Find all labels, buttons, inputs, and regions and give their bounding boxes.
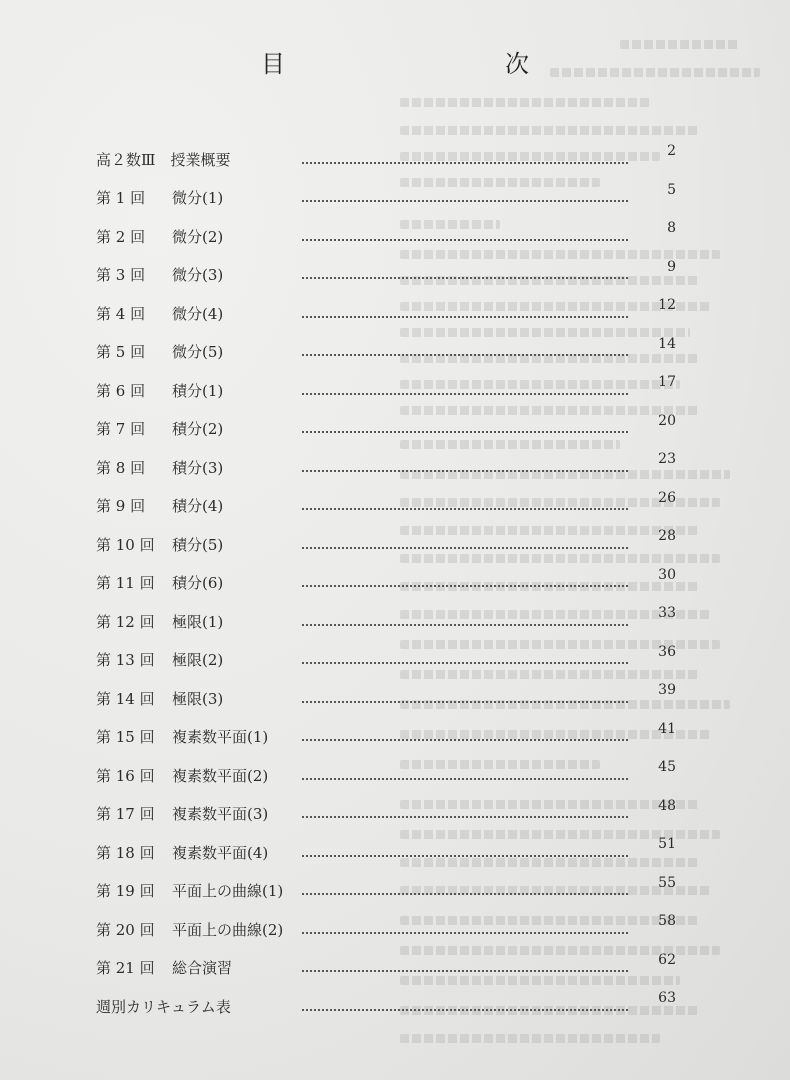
toc-entry-number: 第 19 回 xyxy=(96,882,155,901)
toc-entry-page: 8 xyxy=(667,220,676,237)
toc-entry-page: 58 xyxy=(658,913,676,930)
table-of-contents xyxy=(96,140,676,1026)
toc-entry-label: 複素数平面(3) xyxy=(172,805,269,824)
toc-entry-number: 第 9 回 xyxy=(96,497,146,516)
dot-leader xyxy=(302,507,628,510)
toc-entry-label: 微分(5) xyxy=(172,343,224,362)
toc-entry-page: 23 xyxy=(658,451,676,468)
toc-entry xyxy=(96,525,676,564)
dot-leader xyxy=(302,315,628,318)
toc-entry-label: 微分(1) xyxy=(172,189,224,208)
toc-entry-label: 平面上の曲線(1) xyxy=(172,882,284,901)
toc-entry-label: 総合演習 xyxy=(172,959,233,978)
toc-entry-number: 第 13 回 xyxy=(96,651,155,670)
toc-entry-page: 28 xyxy=(658,528,676,545)
toc-entry-number: 第 3 回 xyxy=(96,266,146,285)
dot-leader xyxy=(302,931,628,934)
toc-entry xyxy=(96,949,676,988)
toc-entry xyxy=(96,294,676,333)
toc-entry xyxy=(96,756,676,795)
toc-entry-label: 複素数平面(1) xyxy=(172,728,269,747)
dot-leader xyxy=(302,546,628,549)
toc-entry-page: 14 xyxy=(658,335,676,352)
toc-entry-number: 第 6 回 xyxy=(96,381,146,400)
toc-entry-number: 第 16 回 xyxy=(96,766,155,785)
toc-entry-label: 極限(3) xyxy=(172,689,224,708)
toc-entry-label: 積分(1) xyxy=(172,381,224,400)
toc-entry-number: 第 17 回 xyxy=(96,805,155,824)
toc-entry-label: 微分(3) xyxy=(172,266,224,285)
toc-entry-label: 積分(4) xyxy=(172,497,224,516)
toc-entry-page: 48 xyxy=(658,797,676,814)
toc-entry-label: 極限(1) xyxy=(172,612,224,631)
toc-entry-number: 第 14 回 xyxy=(96,689,155,708)
toc-entry-page: 17 xyxy=(658,374,676,391)
dot-leader xyxy=(302,777,628,780)
dot-leader xyxy=(302,353,628,356)
dot-leader xyxy=(302,700,628,703)
dot-leader xyxy=(302,815,628,818)
toc-entry-page: 26 xyxy=(658,489,676,506)
toc-entry-page: 39 xyxy=(658,682,676,699)
toc-entry-number: 第 4 回 xyxy=(96,304,146,323)
dot-leader xyxy=(302,854,628,857)
toc-entry xyxy=(96,795,676,834)
dot-leader xyxy=(302,584,628,587)
toc-entry-number: 第 1 回 xyxy=(96,189,146,208)
toc-entry-page: 45 xyxy=(658,759,676,776)
toc-entry xyxy=(96,564,676,603)
toc-entry-label: 週別カリキュラム表 xyxy=(96,997,231,1016)
toc-entry xyxy=(96,910,676,949)
toc-entry-page: 41 xyxy=(658,720,676,737)
dot-leader xyxy=(302,469,628,472)
toc-entry xyxy=(96,833,676,872)
toc-entry xyxy=(96,679,676,718)
toc-entry xyxy=(96,718,676,757)
toc-entry-page: 2 xyxy=(667,143,676,160)
toc-entry xyxy=(96,448,676,487)
dot-leader xyxy=(302,276,628,279)
toc-entry-page: 55 xyxy=(658,874,676,891)
toc-entry-number: 第 12 回 xyxy=(96,612,155,631)
toc-entry-label: 微分(4) xyxy=(172,304,224,323)
toc-entry-number: 第 15 回 xyxy=(96,728,155,747)
toc-entry-page: 63 xyxy=(658,990,676,1007)
toc-entry xyxy=(96,333,676,372)
toc-entry xyxy=(96,217,676,256)
toc-entry-label: 積分(5) xyxy=(172,535,224,554)
toc-entry-page: 36 xyxy=(658,643,676,660)
toc-entry-page: 51 xyxy=(658,836,676,853)
toc-entry-page: 62 xyxy=(658,951,676,968)
dot-leader xyxy=(302,1008,628,1011)
toc-entry xyxy=(96,872,676,911)
toc-entry xyxy=(96,410,676,449)
toc-entry-number: 第 5 回 xyxy=(96,343,146,362)
toc-entry-label: 積分(3) xyxy=(172,458,224,477)
dot-leader xyxy=(302,430,628,433)
toc-entry xyxy=(96,987,676,1026)
toc-entry-label: 複素数平面(2) xyxy=(172,766,269,785)
toc-entry-label: 微分(2) xyxy=(172,227,224,246)
toc-entry-number: 第 20 回 xyxy=(96,920,155,939)
toc-entry-page: 33 xyxy=(658,605,676,622)
toc-entry-number: 第 18 回 xyxy=(96,843,155,862)
toc-entry-page: 9 xyxy=(667,258,676,275)
toc-entry-number: 第 7 回 xyxy=(96,420,146,439)
toc-entry xyxy=(96,641,676,680)
dot-leader xyxy=(302,623,628,626)
toc-entry-number: 第 8 回 xyxy=(96,458,146,477)
toc-entry-page: 20 xyxy=(658,412,676,429)
toc-entry-label: 極限(2) xyxy=(172,651,224,670)
toc-entry xyxy=(96,487,676,526)
toc-entry-page: 30 xyxy=(658,566,676,583)
toc-entry-label: 複素数平面(4) xyxy=(172,843,269,862)
dot-leader xyxy=(302,661,628,664)
toc-entry-number: 第 21 回 xyxy=(96,959,155,978)
toc-entry-label: 高２数Ⅲ 授業概要 xyxy=(96,150,231,169)
dot-leader xyxy=(302,969,628,972)
toc-entry-number: 第 10 回 xyxy=(96,535,155,554)
dot-leader xyxy=(302,161,628,164)
toc-entry-label: 積分(2) xyxy=(172,420,224,439)
dot-leader xyxy=(302,738,628,741)
toc-entry-page: 12 xyxy=(658,297,676,314)
toc-entry xyxy=(96,602,676,641)
toc-entry-page: 5 xyxy=(667,181,676,198)
toc-entry xyxy=(96,179,676,218)
dot-leader xyxy=(302,238,628,241)
toc-entry-number: 第 11 回 xyxy=(96,574,155,593)
dot-leader xyxy=(302,892,628,895)
dot-leader xyxy=(302,199,628,202)
toc-entry-label: 積分(6) xyxy=(172,574,224,593)
toc-entry xyxy=(96,256,676,295)
toc-entry xyxy=(96,140,676,179)
dot-leader xyxy=(302,392,628,395)
page-title: 目 次 xyxy=(261,50,627,78)
toc-entry-label: 平面上の曲線(2) xyxy=(172,920,284,939)
toc-entry-number: 第 2 回 xyxy=(96,227,146,246)
toc-entry xyxy=(96,371,676,410)
